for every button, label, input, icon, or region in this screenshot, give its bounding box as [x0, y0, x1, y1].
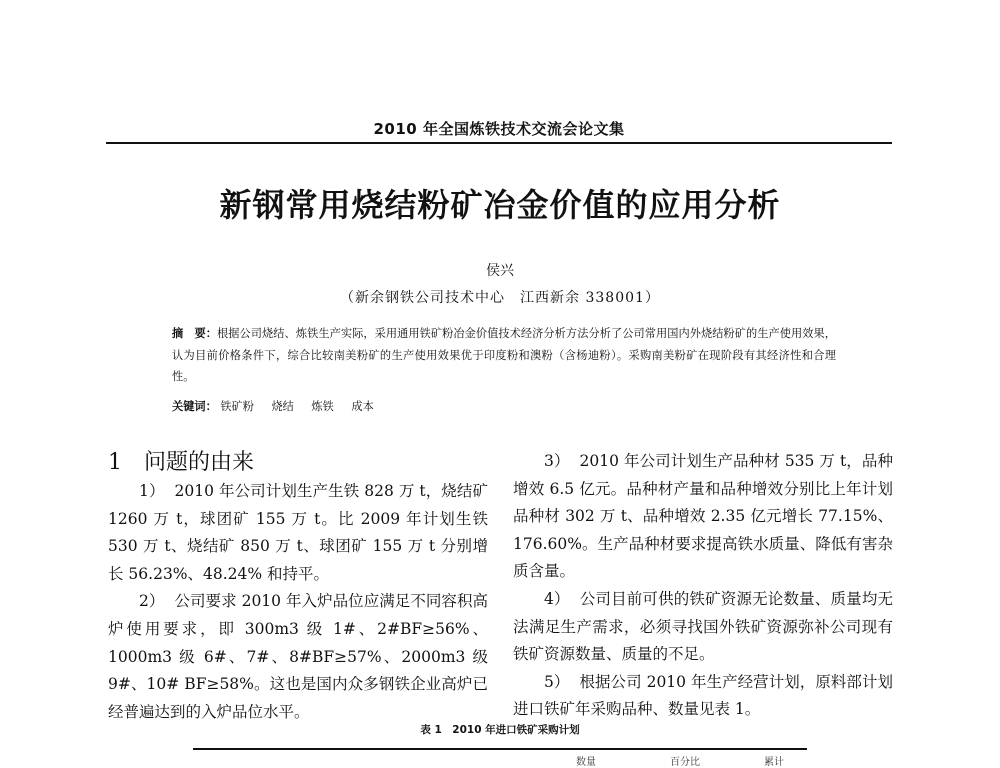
- table-header-row: [193, 753, 807, 768]
- table-header-cell: 数量: [576, 757, 596, 768]
- keyword: 铁矿粉: [220, 400, 254, 413]
- abstract-label: 摘 要：: [172, 327, 218, 340]
- header-rule: [106, 142, 892, 144]
- keyword: 烧结: [271, 400, 294, 413]
- paragraph-text: 2010 年公司计划生产生铁 828 万 t，烧结矿 1260 万 t，球团矿 155 万 t。比 2009 年计划生铁 530 万 t、烧结矿 850 万 t、球团矿 155 万 t 分别增长 56.23%、48.24% 和持平。: [108, 482, 488, 583]
- paragraph-1: [108, 478, 488, 588]
- item-number: 1）: [139, 482, 165, 500]
- item-number: 3）: [544, 452, 570, 470]
- section-heading: [108, 448, 488, 478]
- paragraph-3: [513, 448, 893, 586]
- section-title: 问题的由来: [144, 450, 255, 475]
- paragraph-text: 根据公司 2010 年生产经营计划，原料部计划进口铁矿年采购品种、数量见表 1。: [513, 672, 893, 719]
- table-caption: 表 1 2010 年进口铁矿采购计划: [420, 724, 580, 736]
- paper-title: 新钢常用烧结粉矿冶金价值的应用分析: [219, 186, 781, 224]
- table-top-rule: [193, 748, 807, 750]
- item-number: 2）: [139, 592, 165, 611]
- running-head: 2010 年全国炼铁技术交流会论文集: [373, 120, 625, 138]
- paragraph-2: [108, 588, 488, 726]
- right-column: [513, 448, 893, 724]
- paragraph-text: 2010 年公司计划生产品种材 535 万 t，品种增效 6.5 亿元。品种材产量和品种增效分别比上年计划品种材 302 万 t、品种增效 2.35 亿元增长 77.15%、176.60%。生产品种材要求提高铁水质量、降低有害杂质含量。: [513, 452, 893, 581]
- author: 侯兴: [486, 263, 514, 279]
- keyword: 炼铁: [311, 400, 334, 413]
- table-header-cell: 累计: [764, 757, 784, 768]
- abstract: [172, 323, 836, 388]
- keywords: [172, 398, 836, 414]
- paragraph-4: [513, 586, 893, 669]
- paragraph-5: [513, 669, 893, 724]
- keyword: 成本: [351, 400, 374, 413]
- table-header-cell: 百分比: [670, 757, 700, 768]
- left-column: [108, 448, 488, 726]
- affiliation: （新余钢铁公司技术中心 江西新余 338001）: [340, 290, 660, 306]
- paragraph-text: 公司目前可供的铁矿资源无论数量、质量均无法满足生产需求，必须寻找国外铁矿资源弥补公司现有铁矿资源数量、质量的不足。: [513, 589, 893, 664]
- item-number: 4）: [544, 589, 570, 608]
- abstract-text: 根据公司烧结、炼铁生产实际，采用通用铁矿粉冶金价值技术经济分析方法分析了公司常用国内外烧结粉矿的生产使用效果，认为目前价格条件下，综合比较南美粉矿的生产使用效果优于印度粉和澳粉（含杨迪粉）。采购南美粉矿在现阶段有其经济性和合理性。: [172, 327, 836, 383]
- item-number: 5）: [544, 672, 570, 691]
- keywords-label: 关键词：: [172, 400, 217, 413]
- paragraph-text: 公司要求 2010 年入炉品位应满足不同容积高炉使用要求，即 300m3 级 1#、2#BF≥56%、1000m3 级 6#、7#、8#BF≥57%、2000m3 级 9#、10# BF≥58%。这也是国内众多钢铁企业高炉已经普遍达到的入炉品位水平。: [108, 592, 488, 721]
- section-number: 1: [108, 450, 122, 475]
